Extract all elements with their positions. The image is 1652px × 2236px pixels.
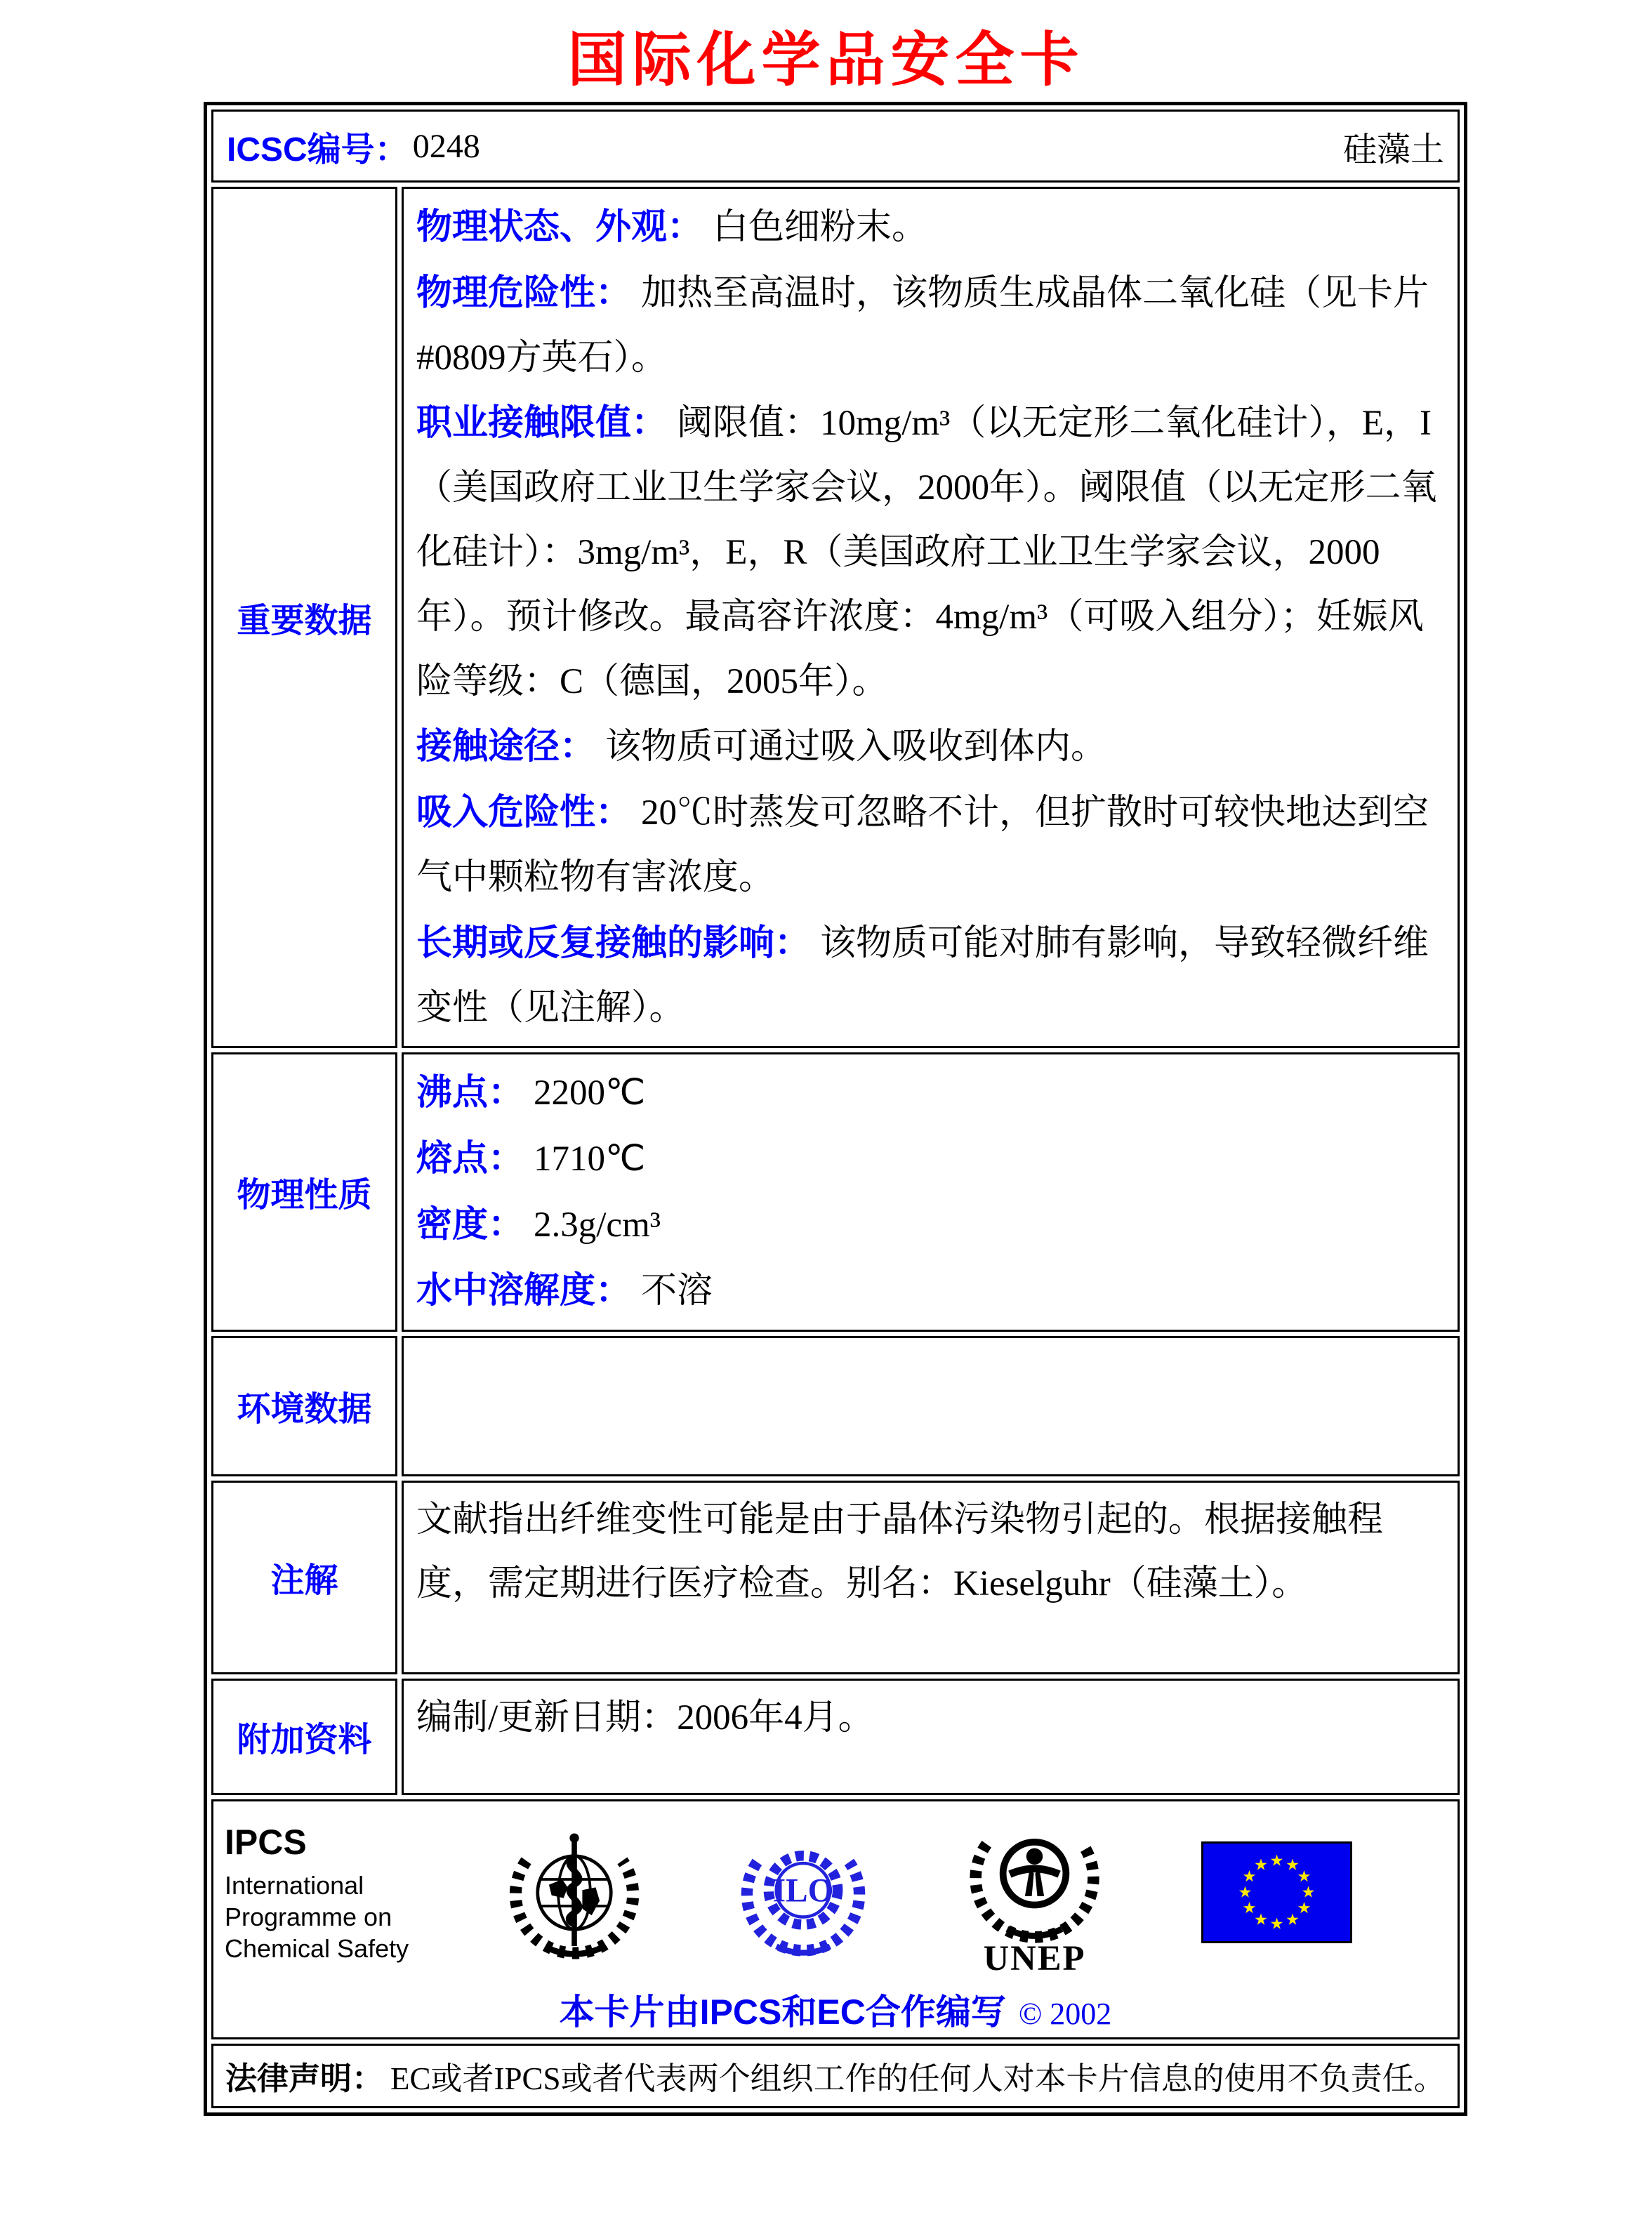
legal-text: EC或者IPCS或者代表两个组织工作的任何人对本卡片信息的使用不负责任。 bbox=[390, 2061, 1446, 2097]
icsc-table bbox=[204, 102, 1467, 2116]
ipcs-line: International bbox=[225, 1871, 364, 1900]
copyright-text: © 2002 bbox=[1018, 1996, 1112, 2031]
icsc-number-group bbox=[227, 122, 480, 171]
section-content-notes bbox=[402, 1481, 1460, 1674]
field-exposure-routes bbox=[416, 714, 1445, 780]
section-label-physical-properties: 物理性质 bbox=[211, 1052, 397, 1331]
icsc-number-value: 0248 bbox=[412, 127, 480, 165]
field-physical-state bbox=[416, 194, 1445, 260]
field-label: 水中溶解度： bbox=[416, 1269, 632, 1310]
header-row bbox=[211, 110, 1460, 183]
ilo-logo-text: ILO bbox=[772, 1872, 834, 1910]
field-label: 长期或反复接触的影响： bbox=[416, 922, 811, 962]
field-water-solubility bbox=[416, 1258, 1445, 1324]
logo-strip bbox=[213, 1806, 1458, 1977]
field-value: 1710℃ bbox=[534, 1139, 646, 1179]
field-label: 职业接触限值： bbox=[416, 402, 668, 443]
section-label-environmental-data: 环境数据 bbox=[211, 1336, 397, 1476]
ipcs-acronym: IPCS bbox=[225, 1822, 307, 1862]
eu-flag-icon bbox=[1201, 1841, 1352, 1943]
field-value: 2.3g/cm³ bbox=[534, 1205, 661, 1245]
field-physical-danger bbox=[416, 260, 1445, 391]
field-value: 阈限值：10mg/m³（以无定形二氧化硅计），E，I（美国政府工业卫生学家会议，2000年）。阈限值（以无定形二氧化硅计）：3mg/m³，E，R（美国政府工业卫生学家会议，2000年）。预计修改。最高容许浓度：4mg/m³（可吸入组分）；妊娠风险等级：C（德国，2005年）。 bbox=[416, 404, 1437, 701]
cooperation-tagline bbox=[213, 1984, 1458, 2035]
legal-row bbox=[211, 2044, 1460, 2108]
field-notes-text: 文献指出纤维变性可能是由于晶体污染物引起的。根据接触程度，需定期进行医疗检查。别名：Kieselguhr（硅藻土）。 bbox=[416, 1500, 1384, 1604]
field-value: 该物质可能对肺有影响，导致轻微纤维变性（见注解）。 bbox=[416, 923, 1429, 1028]
field-value: 2200℃ bbox=[534, 1073, 646, 1113]
footer-row bbox=[211, 1799, 1460, 2039]
field-label: 吸入危险性： bbox=[416, 792, 632, 833]
field-update-date: 编制/更新日期：2006年4月。 bbox=[416, 1698, 874, 1738]
section-content-physical-properties bbox=[402, 1052, 1460, 1331]
field-density bbox=[416, 1192, 1445, 1258]
section-content-additional-info bbox=[402, 1679, 1460, 1795]
field-value: 不溶 bbox=[641, 1271, 713, 1311]
legal-label: 法律声明： bbox=[225, 2060, 384, 2097]
unep-logo-icon bbox=[966, 1808, 1103, 1977]
chemical-name: 硅藻土 bbox=[1342, 131, 1444, 168]
field-label: 熔点： bbox=[416, 1138, 524, 1179]
field-label: 物理危险性： bbox=[416, 272, 632, 312]
icsc-number-label: ICSC编号： bbox=[227, 131, 409, 168]
section-label-additional-info: 附加资料 bbox=[211, 1679, 397, 1795]
field-value: 加热至高温时，该物质生成晶体二氧化硅（见卡片#0809方英石）。 bbox=[416, 273, 1429, 378]
ipcs-text-block bbox=[225, 1820, 409, 1965]
field-label: 物理状态、外观： bbox=[416, 206, 703, 246]
page-title: 国际化学品安全卡 bbox=[567, 28, 1085, 93]
field-label: 接触途径： bbox=[416, 726, 596, 767]
ipcs-line: Chemical Safety bbox=[225, 1934, 409, 1964]
field-long-term-effects bbox=[416, 911, 1445, 1041]
field-value: 该物质可通过吸入吸收到体内。 bbox=[605, 727, 1107, 767]
field-value: 20℃时蒸发可忽略不计，但扩散时可较快地达到空气中颗粒物有害浓度。 bbox=[416, 793, 1429, 897]
tagline-text: 本卡片由IPCS和EC合作编写 bbox=[559, 1992, 1006, 2032]
field-occupational-exposure-limits bbox=[416, 390, 1445, 714]
field-melting-point bbox=[416, 1126, 1445, 1192]
section-content-environmental-data bbox=[402, 1336, 1460, 1476]
section-content-important-data bbox=[402, 187, 1460, 1048]
section-label-notes: 注解 bbox=[211, 1481, 397, 1674]
who-logo-icon bbox=[508, 1826, 641, 1959]
unep-logo-text: UNEP bbox=[983, 1938, 1085, 1977]
field-value: 白色细粉末。 bbox=[713, 208, 928, 247]
field-boiling-point bbox=[416, 1060, 1445, 1126]
ilo-logo-icon bbox=[739, 1826, 867, 1959]
section-label-important-data: 重要数据 bbox=[211, 187, 397, 1048]
ipcs-line: Programme on bbox=[225, 1903, 392, 1932]
field-inhalation-risk bbox=[416, 780, 1445, 911]
field-label: 沸点： bbox=[416, 1072, 524, 1113]
field-label: 密度： bbox=[416, 1203, 524, 1244]
